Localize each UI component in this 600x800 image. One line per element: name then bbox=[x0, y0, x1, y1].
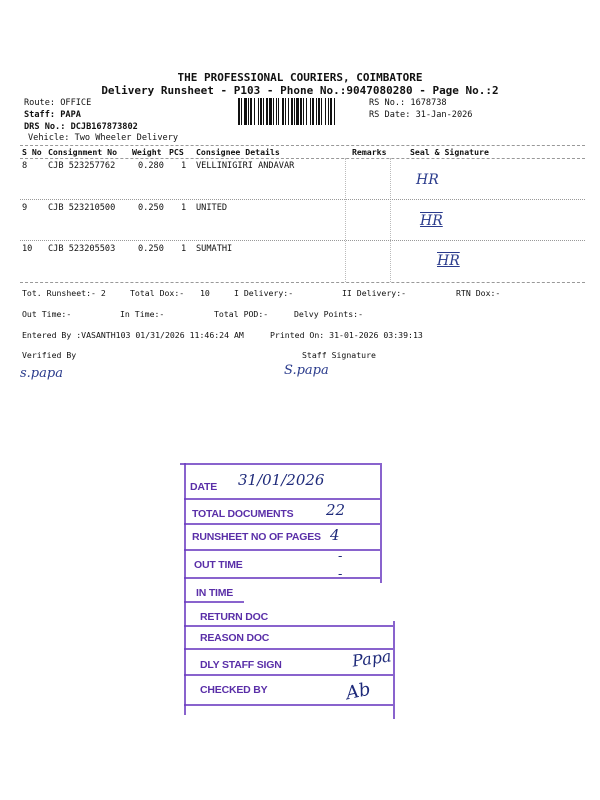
row-sno: 8 bbox=[22, 161, 28, 171]
stamp-checked-by-value: Ab bbox=[344, 678, 373, 705]
row-consignee: VELLINIGIRI ANDAVAR bbox=[196, 161, 295, 171]
stamp-rule bbox=[184, 577, 380, 579]
remarks-divider bbox=[345, 158, 346, 282]
in-time: In Time:- bbox=[120, 309, 165, 319]
stamp-total-docs-value: 22 bbox=[326, 501, 346, 519]
stamp-return-doc-label: RETURN DOC bbox=[200, 611, 268, 623]
rtn-dox: RTN Dox:- bbox=[456, 288, 501, 298]
total-pod: Total POD:- bbox=[214, 309, 269, 319]
stamp-rule bbox=[184, 523, 380, 525]
stamp-runsheet-pages-label: RUNSHEET NO OF PAGES bbox=[192, 531, 321, 543]
stamp-rule bbox=[184, 601, 244, 603]
row-weight: 0.250 bbox=[138, 203, 164, 213]
row-consignment: CJB 523205503 bbox=[48, 244, 116, 254]
row-sno: 9 bbox=[22, 203, 28, 213]
col-sno: S No bbox=[22, 147, 42, 157]
rs-date: RS Date: 31-Jan-2026 bbox=[369, 110, 473, 120]
entered-by: Entered By :VASANTH103 01/31/2026 11:46:24 AM bbox=[22, 330, 244, 340]
stamp-out-time-label: OUT TIME bbox=[194, 559, 243, 571]
row-consignment: CJB 523210500 bbox=[48, 203, 116, 213]
col-seal-signature: Seal & Signature bbox=[410, 147, 489, 157]
stamp-rule bbox=[184, 549, 380, 551]
stamp-runsheet-pages-value: 4 bbox=[330, 526, 340, 544]
row-consignee: UNITED bbox=[196, 203, 228, 213]
company-title: THE PROFESSIONAL COURIERS, COIMBATORE bbox=[177, 71, 423, 84]
row-rule bbox=[20, 240, 585, 241]
stamp-reason-doc-label: REASON DOC bbox=[200, 632, 270, 644]
stamp-border-right-lower bbox=[393, 621, 395, 719]
row-weight: 0.280 bbox=[138, 161, 164, 171]
row-pcs: 1 bbox=[181, 203, 187, 213]
col-weight: Weight bbox=[132, 147, 162, 157]
staff-text: Staff: PAPA bbox=[24, 110, 81, 120]
table-header-rule bbox=[20, 158, 585, 159]
row-weight: 0.250 bbox=[138, 244, 164, 254]
row-signature: HR bbox=[416, 172, 439, 188]
stamp-border-right bbox=[380, 463, 382, 583]
i-delivery: I Delivery:- bbox=[234, 288, 294, 298]
row-consignee: SUMATHI bbox=[196, 244, 233, 254]
seal-divider bbox=[390, 158, 391, 282]
printed-on: Printed On: 31-01-2026 03:39:13 bbox=[270, 330, 423, 340]
row-rule bbox=[20, 199, 585, 200]
stamp-border-left bbox=[184, 463, 186, 715]
table-bottom-rule bbox=[20, 282, 585, 283]
stamp-rule bbox=[184, 625, 393, 627]
row-consignment: CJB 523257762 bbox=[48, 161, 116, 171]
stamp-date-label: DATE bbox=[190, 481, 218, 493]
row-signature: HR bbox=[437, 253, 460, 269]
stamp-dly-staff-sign-value: Papa bbox=[350, 646, 393, 671]
col-consignee: Consignee Details bbox=[196, 147, 280, 157]
stamp-out-time-value: - bbox=[338, 549, 343, 564]
ii-delivery: II Delivery:- bbox=[342, 288, 407, 298]
col-consignment: Consignment No bbox=[48, 147, 118, 157]
stamp-rule bbox=[184, 498, 380, 500]
out-time: Out Time:- bbox=[22, 309, 72, 319]
row-sno: 10 bbox=[22, 244, 33, 254]
route-text: Route: OFFICE bbox=[24, 98, 92, 108]
rs-number: RS No.: 1678738 bbox=[369, 98, 447, 108]
tot-runsheet: Tot. Runsheet:- 2 bbox=[22, 288, 106, 298]
stamp-checked-by-label: CHECKED BY bbox=[200, 684, 268, 696]
office-stamp bbox=[180, 463, 393, 720]
row-signature: HR bbox=[420, 213, 443, 229]
total-dox-value: 10 bbox=[200, 288, 210, 298]
col-remarks: Remarks bbox=[352, 147, 387, 157]
drs-number: DRS No.: DCJB167873802 bbox=[24, 122, 138, 132]
stamp-border-bottom bbox=[184, 704, 393, 706]
stamp-date-value: 31/01/2026 bbox=[238, 471, 325, 489]
stamp-rule bbox=[184, 674, 393, 676]
row-pcs: 1 bbox=[181, 161, 187, 171]
staff-signature-label: Staff Signature bbox=[302, 350, 376, 360]
table-top-rule bbox=[20, 145, 585, 146]
row-pcs: 1 bbox=[181, 244, 187, 254]
delvy-points: Delvy Points:- bbox=[294, 309, 364, 319]
stamp-dly-staff-sign-label: DLY STAFF SIGN bbox=[200, 659, 282, 671]
verified-signature: s.papa bbox=[20, 366, 63, 381]
stamp-border-top bbox=[180, 463, 380, 465]
col-pcs: PCS bbox=[169, 147, 184, 157]
runsheet-subtitle: Delivery Runsheet - P103 - Phone No.:9047080280 - Page No.:2 bbox=[101, 84, 499, 97]
vehicle-text: Vehicle: Two Wheeler Delivery bbox=[28, 133, 179, 143]
staff-signature: S.papa bbox=[284, 363, 329, 378]
stamp-in-time-value: - bbox=[338, 567, 343, 582]
verified-by-label: Verified By bbox=[22, 350, 77, 360]
stamp-in-time-label: IN TIME bbox=[196, 587, 234, 599]
barcode bbox=[238, 98, 366, 125]
total-dox-label: Total Dox:- bbox=[130, 288, 185, 298]
stamp-total-docs-label: TOTAL DOCUMENTS bbox=[192, 508, 294, 520]
